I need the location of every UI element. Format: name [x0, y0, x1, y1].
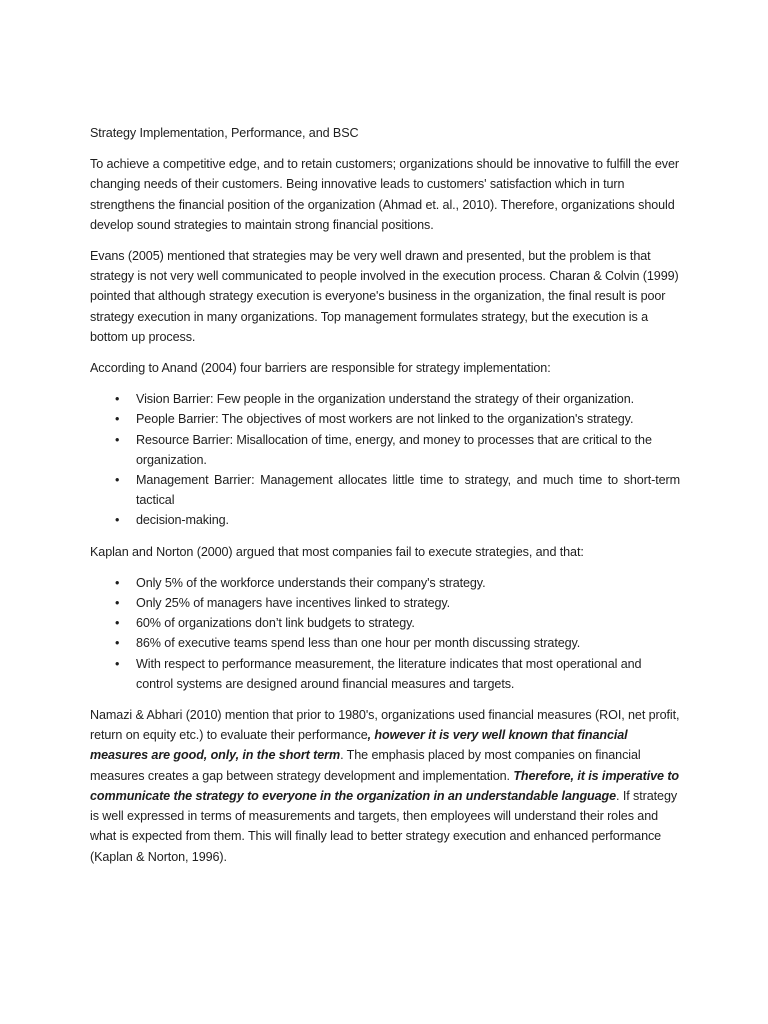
list-item [90, 409, 680, 429]
bullet-icon: • [115, 636, 120, 651]
barriers-list [90, 389, 680, 530]
bullet-icon: • [115, 473, 120, 488]
bullet-icon: • [115, 412, 120, 427]
list-item-text: With respect to performance measurement, the literature indicates that most operational and control systems are designed around financial measures and targets. [136, 656, 642, 691]
list-item [90, 633, 680, 653]
list-item [90, 613, 680, 633]
list-item [90, 573, 680, 593]
list-item-text: Management Barrier: Management allocates little time to strategy, and much time to short-term tactical [136, 473, 680, 508]
paragraph-competitive-edge: To achieve a competitive edge, and to retain customers; organizations should be innovative to fulfill the ever changing needs of their customers. Being innovative leads to customers' satisfaction which in turn strengthens the financial position of the organization (Ahmad et. al., 2010). Therefore, organizations should develop sound strategies to maintain strong financial positions. [90, 157, 679, 232]
list-item-text: Only 5% of the workforce understands their company's strategy. [136, 575, 486, 590]
list-item-text: Vision Barrier: Few people in the organization understand the strategy of their organization. [136, 392, 635, 407]
list-item [90, 593, 680, 613]
paragraph-kaplan-norton-intro: Kaplan and Norton (2000) argued that most companies fail to execute strategies, and that: [90, 544, 584, 559]
bullet-icon: • [115, 513, 120, 528]
emphasis-text: Therefore, it is imperative to communicate the strategy to everyone in the organization in an understandable language [90, 768, 680, 803]
document-page [90, 123, 680, 878]
bullet-icon: • [115, 596, 120, 611]
list-item [90, 654, 680, 694]
list-item-text: Resource Barrier: Misallocation of time, energy, and money to processes that are critical to the organization. [136, 432, 652, 467]
list-item-text: decision-making. [136, 513, 229, 528]
emphasis-text: , however it is very well known that financial measures are good, only, in the short term [90, 728, 628, 763]
facts-list [90, 573, 680, 694]
paragraph-text: Namazi & Abhari (2010) mention that prior to 1980's, organizations used financial measures (ROI, net profit, return on equity etc.) to evaluate their performance [90, 708, 680, 743]
list-item [90, 470, 680, 510]
list-item [90, 430, 680, 470]
list-item-text: 60% of organizations don’t link budgets to strategy. [136, 616, 415, 631]
list-item-text: Only 25% of managers have incentives linked to strategy. [136, 596, 451, 611]
bullet-icon: • [115, 616, 120, 631]
paragraph-text: . If strategy is well expressed in terms of measurements and targets, then employees will understand their roles and what is expected from them. This will finally lead to better strategy execution and enhanced performance (Kaplan & Norton, 1996). [90, 788, 678, 864]
bullet-icon: • [115, 392, 120, 407]
paragraph-namazi-abhari [90, 705, 680, 867]
bullet-icon: • [115, 656, 120, 671]
document-title: Strategy Implementation, Performance, and BSC [90, 126, 359, 140]
paragraph-anand-intro: According to Anand (2004) four barriers are responsible for strategy implementation: [90, 361, 551, 376]
paragraph-evans: Evans (2005) mentioned that strategies may be very well drawn and presented, but the problem is that strategy is not very well communicated to people involved in the execution process. Charan & Colvin (1999) pointed that although strategy execution is everyone's business in the organization, the final result is poor strategy execution in many organizations. Top management formulates strategy, but the execution is a bottom up process. [90, 249, 679, 344]
list-item-text: People Barrier: The objectives of most workers are not linked to the organization's strategy. [136, 412, 634, 427]
list-item-text: 86% of executive teams spend less than one hour per month discussing strategy. [136, 636, 581, 651]
bullet-icon: • [115, 575, 120, 590]
bullet-icon: • [115, 432, 120, 447]
list-item [90, 389, 680, 409]
paragraph-text: . The emphasis placed by most companies on financial measures creates a gap between strategy development and implementation. [90, 748, 641, 783]
list-item [90, 510, 680, 530]
